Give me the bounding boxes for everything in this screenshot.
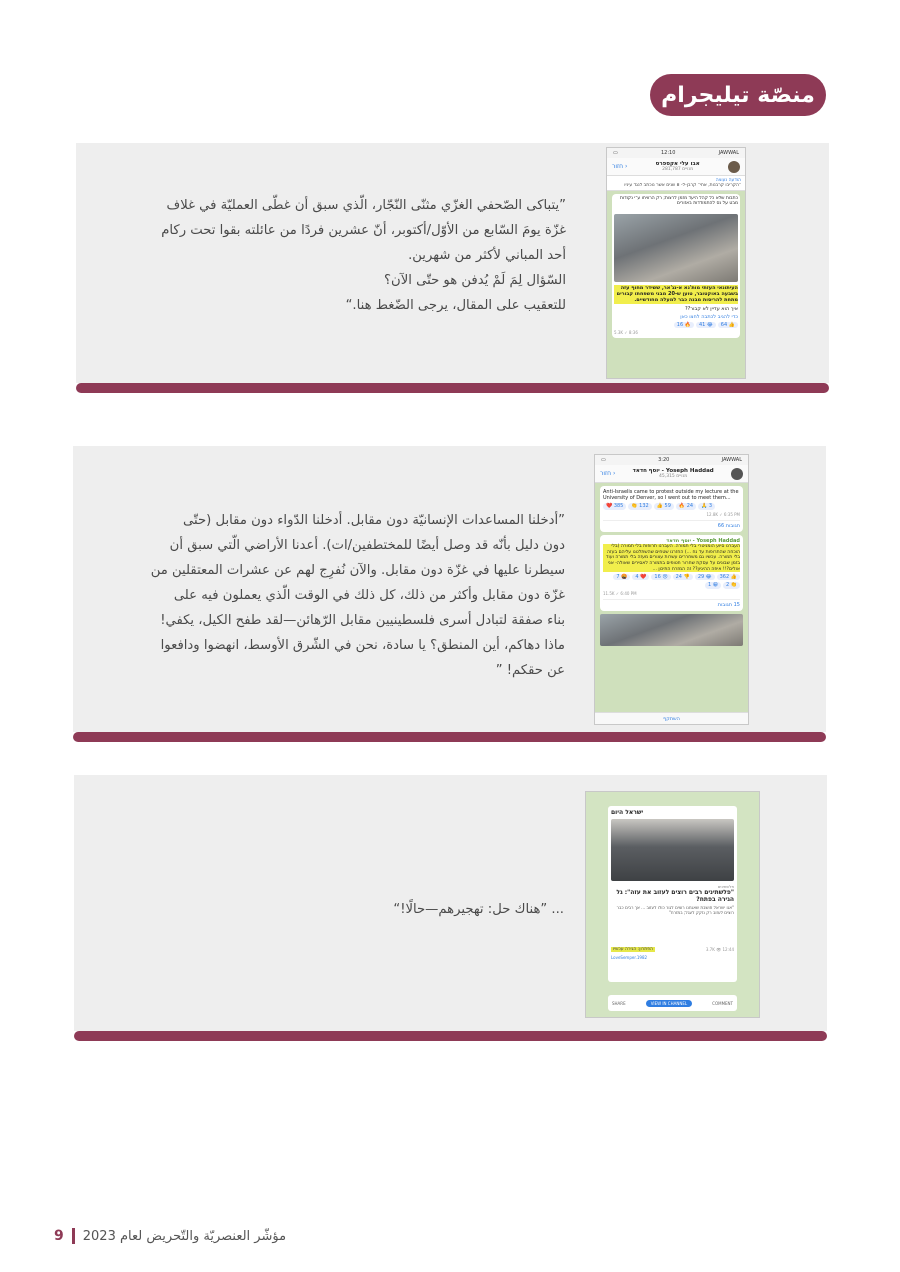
section-title: منصّة تيليجرام bbox=[650, 74, 826, 116]
quote-text-3: ... ”هناك حل: تهجيرهم—حالًا!“ bbox=[393, 902, 564, 917]
brand-bar bbox=[611, 809, 734, 816]
telegram-screenshot-2 bbox=[594, 454, 749, 725]
post-text: Anti-Israelis came to protest outside my lecture at the University of Denver, so I went out to meet them... bbox=[603, 489, 739, 502]
article-body: "אנו ישראל חושבת שאנחנו רוצים לגור כולו לעזוב ... אך רבים כבר רוצים לעזוב רק נזקק לעגל; במזרח" bbox=[616, 905, 734, 916]
reaction-chip[interactable]: 👏 132 bbox=[628, 503, 651, 509]
crowd-photo bbox=[611, 819, 734, 881]
article-meta-row bbox=[611, 947, 734, 952]
avatar bbox=[731, 468, 743, 480]
carrier: JAWWAL bbox=[718, 150, 739, 156]
message-bubble-hebrew bbox=[600, 535, 743, 611]
back-button[interactable]: ‹ חזור bbox=[600, 470, 616, 477]
message-meta: 11.5K ✓ 6:40 PM bbox=[603, 590, 637, 596]
battery-icon: ▭ bbox=[613, 150, 618, 156]
battery-icon: ▭ bbox=[601, 457, 606, 463]
subscriber-count: מנויים 281,787 bbox=[662, 167, 694, 172]
article-card[interactable] bbox=[608, 806, 737, 982]
reaction-chip[interactable]: ❤️ 385 bbox=[603, 503, 626, 509]
pinned-message[interactable] bbox=[607, 176, 745, 191]
panel-underline bbox=[74, 1031, 827, 1041]
subscriber-count: מנויים 45,315 bbox=[659, 474, 688, 479]
reactions bbox=[603, 503, 740, 509]
telegram-screenshot-3 bbox=[585, 791, 760, 1018]
reaction-chip[interactable]: 😁 1 bbox=[705, 582, 721, 588]
rubble-photo[interactable] bbox=[614, 214, 738, 282]
reaction-chip[interactable]: 🔥 16 bbox=[674, 322, 694, 328]
quote-text-1: ”يتباكى الصّحفي الغزّي مثنّى النّجّار، الّذي سبق أن غطّى العمليّة في غلاف غزّة يومَ السّابع من الأوّل/أكتوبر، أنّ عشرين فردًا من عائلته بقوا تحت ركام أحد المباني لأكثر من شهرين. السّؤال لِمَ لَمْ يُدفن هو حتّى الآن؟ للتعقيب على المقال، يرجى الضّغط هنا.“ bbox=[161, 198, 566, 313]
quote-panel-1 bbox=[76, 143, 829, 383]
highlight-badge: הפתרון: הגירה עכשיו bbox=[613, 947, 653, 952]
channel-name: אבו עלי אקספרס bbox=[655, 161, 700, 167]
post-question: איך הוא עדיין לא קבור?? bbox=[684, 305, 738, 312]
sender-name: Yoseph Haddad - יוסף חדאד bbox=[666, 538, 740, 545]
channel-handle[interactable]: LoveSemper.1982 bbox=[611, 955, 648, 960]
reaction-chip[interactable]: 👏 2 bbox=[723, 582, 740, 588]
status-bar bbox=[595, 455, 748, 465]
post-text: העברנו סיוע הומניטרי בלי תמורה. העברנו תרופות בלי תמורה (בלי הוכחה שהתרופות עד נח ...) החזרנו שטחים שהשתלטנו עליהם בעזה בלי תמורה. עכשיו גם משחררים עשרות עצורים מעזה בלי תמורה ועוד בזמן שבונים על עסקת שחרור חטופים בתמורה לאסירים שאולה- אני אולים?!! איפה ההיגיון?? זה המזרח התיכון ... bbox=[603, 544, 740, 572]
view-in-channel-button[interactable]: VIEW IN CHANNEL bbox=[646, 1000, 692, 1007]
share-button[interactable]: SHARE bbox=[612, 1000, 626, 1006]
reaction-chip[interactable]: 🤬 7 bbox=[613, 574, 630, 580]
brand-logo: ישראל היום bbox=[611, 809, 644, 816]
channel-name: Yoseph Haddad - יוסף חדאד bbox=[632, 468, 714, 474]
pinned-label: הודעה נעוצה bbox=[715, 178, 741, 183]
telegram-screenshot-1 bbox=[606, 147, 746, 379]
comment-link[interactable]: כדי להגיב לכתבה לחצו כאן bbox=[680, 313, 738, 320]
clock: 3:20 bbox=[658, 457, 670, 463]
reactions bbox=[614, 322, 738, 328]
reaction-chip[interactable]: 🙏 3 bbox=[698, 503, 715, 509]
footer-text: مؤشّر العنصريّة والتّحريض لعام 2023 bbox=[82, 1228, 287, 1244]
reaction-chip[interactable]: ❤️ 4 bbox=[632, 574, 649, 580]
reactions bbox=[603, 574, 740, 588]
quote-text-2: ”أدخلنا المساعدات الإنسانيّة دون مقابل. أدخلنا الدّواء دون مقابل (حتّى دون دليل بأنّه قد وصل أيضًا للمختطفين/ات). أعدنا الأراضي الّتي سبق أن سيطرنا عليها في غزّة دون مقابل. والآن نُفرِج لهم عن عشرات المعتقلين من غزّة دون مقابل وأكثر من ذلك، كل ذلك في الوقت الّذي يعملون فيه على بناء صفقة لتبادل أسرى فلسطينيين مقابل الرّهائن—لقد طفح الكيل، يكفي! ماذا دهاكم، أين المنطق؟ يا سادة، نحن في الشّرق الأوسط، انهضوا ودافعوا عن حقكم! ” bbox=[150, 513, 565, 678]
avatar bbox=[728, 161, 740, 173]
comments-link[interactable]: 66 תגובות bbox=[603, 520, 740, 529]
back-button[interactable]: ‹ חזור bbox=[612, 163, 628, 170]
comment-button[interactable]: COMMENT bbox=[712, 1000, 733, 1006]
chat-header bbox=[607, 158, 745, 176]
clock: 12:10 bbox=[660, 150, 676, 156]
page-footer bbox=[54, 1228, 286, 1244]
reaction-chip[interactable]: 👍 362 bbox=[717, 574, 740, 580]
message-meta: 12.8K ✓ 6:35 PM bbox=[706, 511, 740, 517]
post-caption: העיתונאי העזתי מות'נא א-נג'אר, ששידר מחוף עזה בשבעה באוקטובר, טוען ש-20 מבני משפחתו קבורים מתחת להריסות מבנה כבר למעלה מחודשיים. bbox=[614, 285, 738, 304]
post-text: כתבות שלא כל קהל היעד מזמן לרצות; רק הרוויחו ע"י נקודות מבט על נס להתמודדות באזורים bbox=[620, 196, 738, 206]
panel-underline bbox=[73, 732, 826, 742]
quote-panel-3 bbox=[74, 775, 827, 1031]
article-kicker: פלשתינים bbox=[717, 884, 734, 889]
quote-panel-2 bbox=[73, 446, 826, 732]
reaction-chip[interactable]: 🔥 24 bbox=[676, 503, 696, 509]
footer-divider bbox=[72, 1228, 75, 1244]
message-bubble bbox=[612, 194, 740, 338]
reaction-chip[interactable]: 👎 24 bbox=[673, 574, 693, 580]
carrier: JAWWAL bbox=[721, 457, 742, 463]
photo-preview[interactable] bbox=[600, 614, 743, 646]
pinned-text: "הקריבו קרבנות, אחי" קרבן-ל- 8 שנים אשר נוכתב לנגד עיניו bbox=[624, 183, 741, 188]
comments-link[interactable]: 15 תגובות bbox=[603, 599, 740, 608]
action-bar bbox=[608, 995, 737, 1011]
page-number: 9 bbox=[54, 1228, 64, 1244]
panel-underline bbox=[76, 383, 829, 393]
mute-button[interactable]: השתקף bbox=[595, 712, 748, 724]
status-bar bbox=[607, 148, 745, 158]
message-bubble-english bbox=[600, 486, 743, 532]
reaction-chip[interactable]: 😂 41 bbox=[696, 322, 716, 328]
reaction-chip[interactable]: 😢 16 bbox=[651, 574, 670, 580]
reaction-chip[interactable]: 👍 64 bbox=[718, 322, 738, 328]
reaction-chip[interactable]: 😂 29 bbox=[695, 574, 715, 580]
reaction-chip[interactable]: 👍 59 bbox=[654, 503, 674, 509]
message-meta: 8:36 ✓ 5.3K bbox=[614, 330, 638, 336]
article-headline: "פלשתינים רבים רוצים לעזוב את עזה": גל הגירה בפתח? bbox=[616, 889, 734, 903]
chat-header bbox=[595, 465, 748, 483]
view-meta: 3.7K 👁 12:44 bbox=[705, 947, 734, 952]
